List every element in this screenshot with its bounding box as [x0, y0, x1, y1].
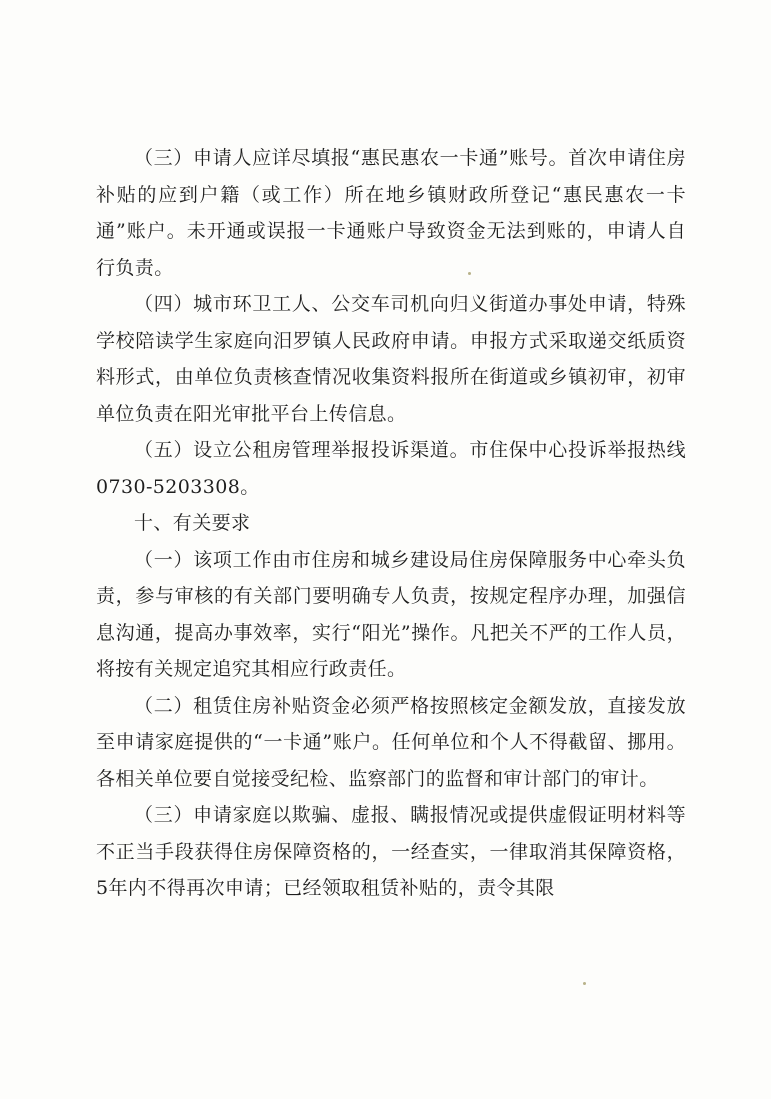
paragraph-5-complaint: （五）设立公租房管理举报投诉渠道。市住保中心投诉举报热线0730-5203308。: [96, 439, 686, 498]
paragraph-req-1: （一）该项工作由市住房和城乡建设局住房保障服务中心牵头负责，参与审核的有关部门要明确专人负责，按规定程序办理，加强信息沟通，提高办事效率，实行“阳光”操作。凡把关不严的工作人员，将按有关规定追究其相应行政责任。: [96, 548, 686, 680]
paragraph-3-account: （三）申请人应详尽填报“惠民惠农一卡通”账号。首次申请住房补贴的应到户籍（或工作）所在地乡镇财政所登记“惠民惠农一卡通”账户。未开通或误报一卡通账户导致资金无法到账的，申请人自行负责。: [96, 147, 686, 279]
paragraph-req-2: （二）租赁住房补贴资金必须严格按照核定金额发放，直接发放至申请家庭提供的“一卡通”账户。任何单位和个人不得截留、挪用。各相关单位要自觉接受纪检、监察部门的监督和审计部门的审计。: [96, 694, 686, 790]
document-body: [96, 140, 686, 907]
scan-speck: [583, 982, 586, 985]
paragraph-req-3: （三）申请家庭以欺骗、虚报、瞒报情况或提供虚假证明材料等不正当手段获得住房保障资格的，一经查实，一律取消其保障资格，5年内不得再次申请；已经领取租赁补贴的，责令其限: [96, 804, 686, 899]
section-heading-requirements: 十、有关要求: [134, 512, 251, 534]
paragraph-4-application: （四）城市环卫工人、公交车司机向归义街道办事处申请，特殊学校陪读学生家庭向汨罗镇人民政府申请。申报方式采取递交纸质资料形式，由单位负责核查情况收集资料报所在街道或乡镇初审，初审单位负责在阳光审批平台上传信息。: [96, 293, 686, 425]
scan-speck: [468, 272, 471, 275]
